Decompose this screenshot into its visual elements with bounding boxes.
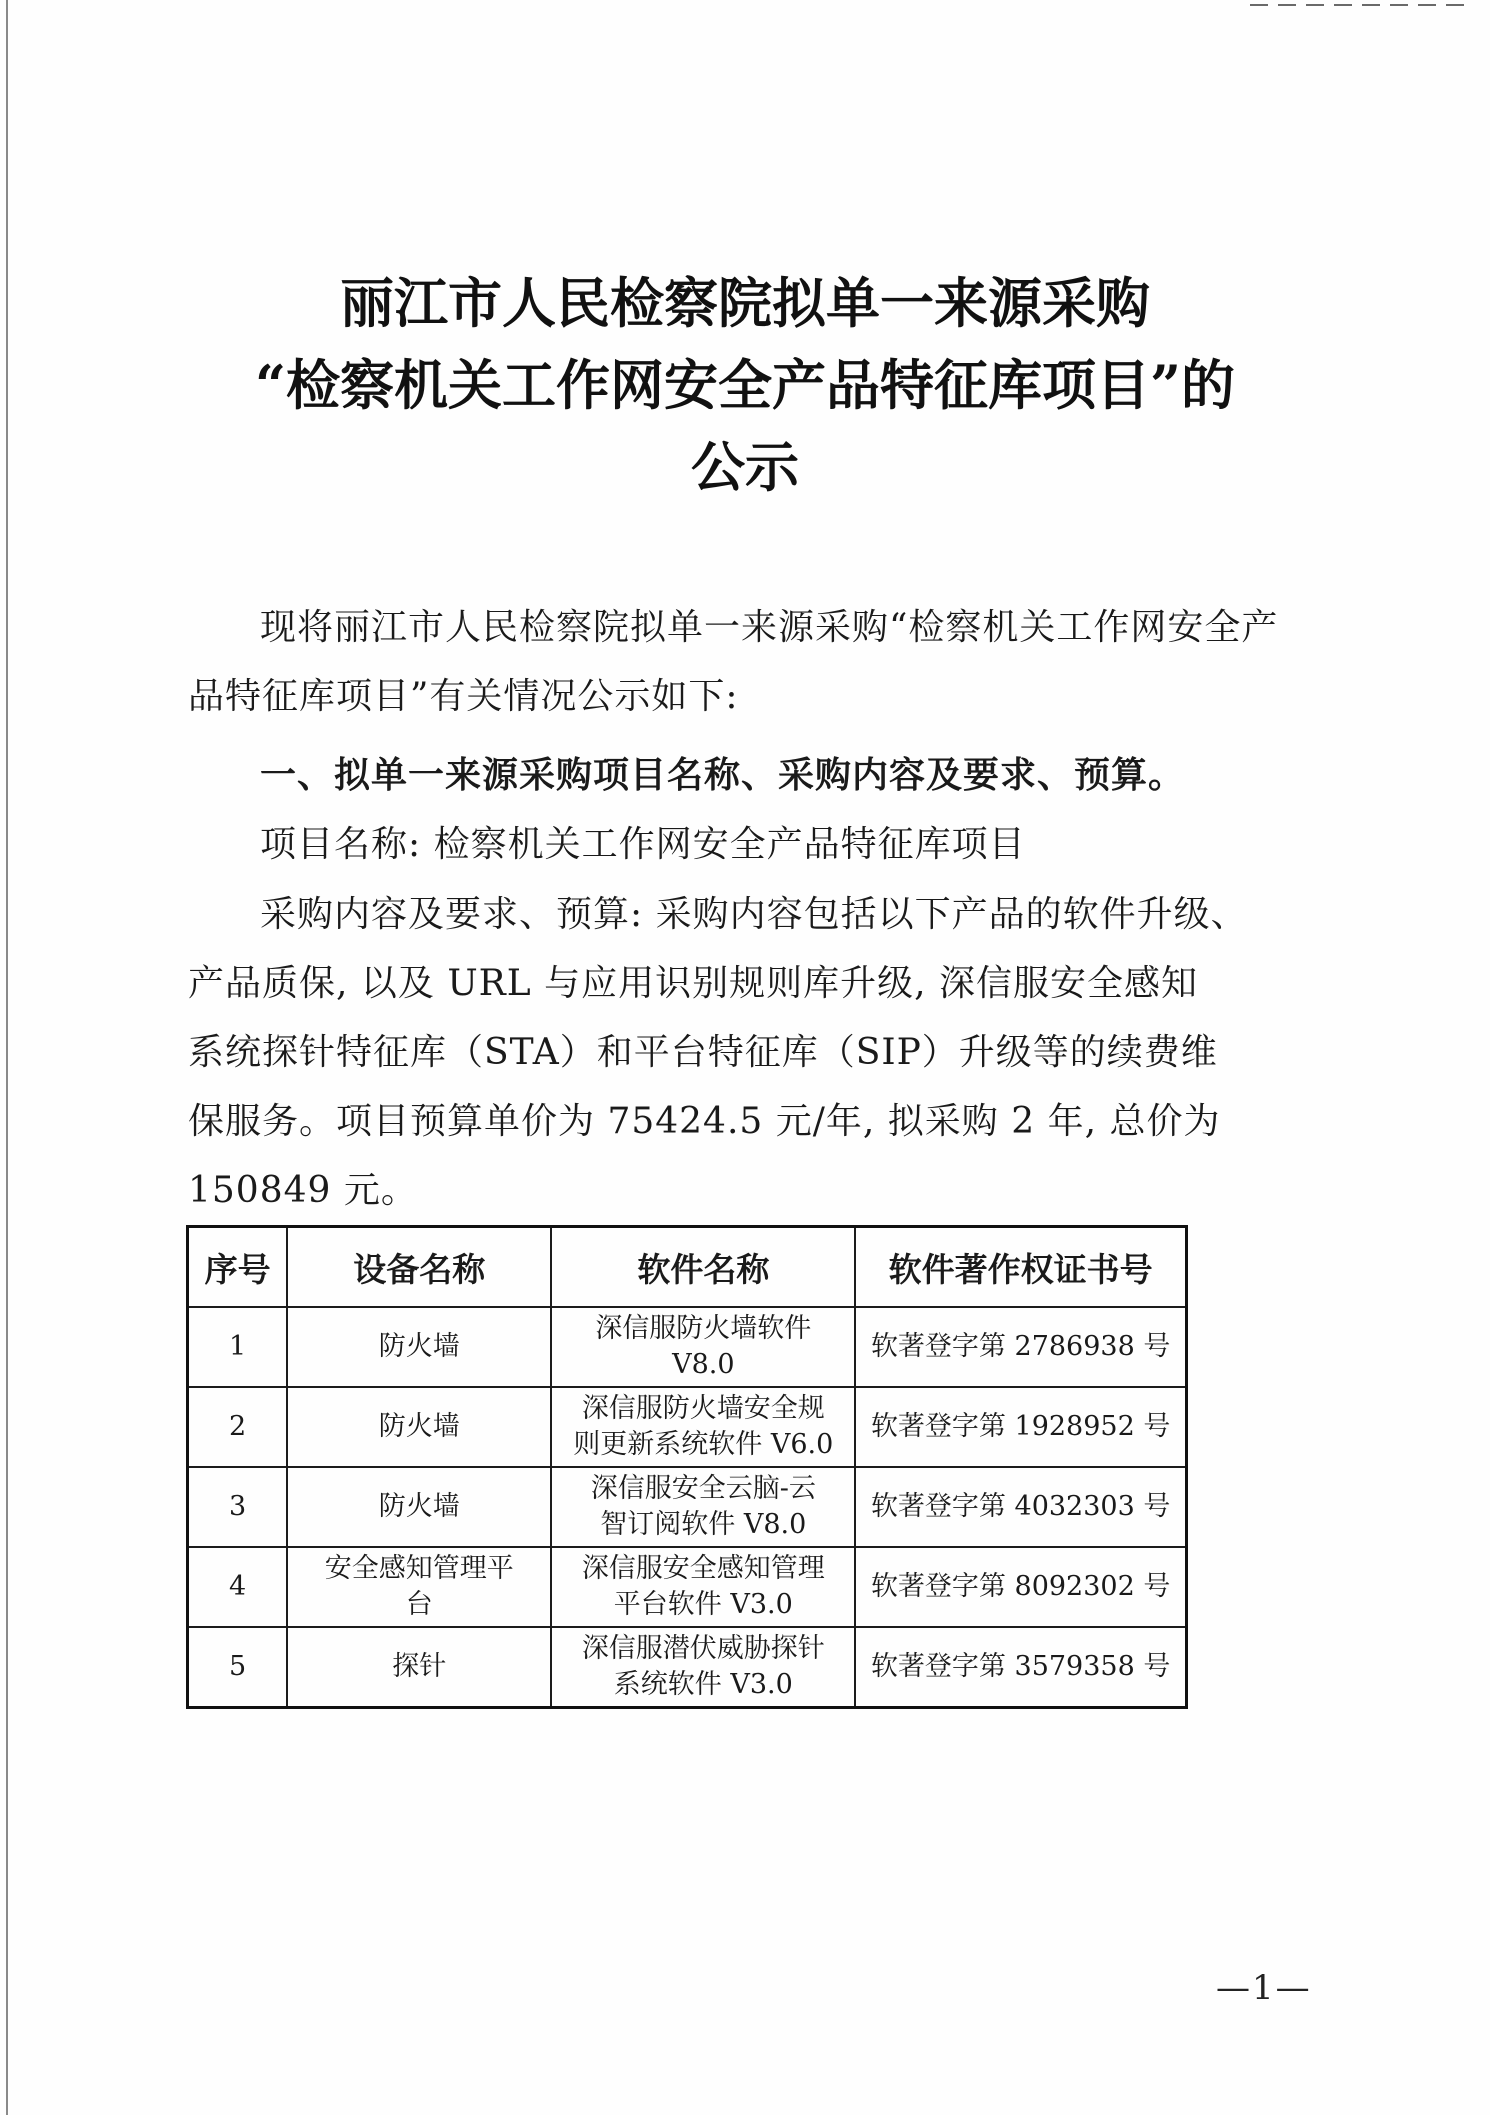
cell-device [287,1387,551,1467]
table-row [188,1307,1187,1387]
cell-no: 5 [188,1627,288,1708]
cell-no: 3 [188,1467,288,1547]
software-line: 深信服防火墙软件 [595,1313,812,1344]
cell-no: 2 [188,1387,288,1467]
cell-device [287,1307,551,1387]
header-device: 设备名称 [287,1227,551,1308]
intro-line-1: 现将丽江市人民检察院拟单一来源采购“检察机关工作网安全产 [260,607,1279,648]
software-table [186,1225,1188,1709]
cell-software [551,1627,855,1708]
cell-device [287,1467,551,1547]
device-line: 探针 [392,1651,447,1682]
cell-software [551,1307,855,1387]
cell-device [287,1627,551,1708]
software-line: V8.0 [672,1349,735,1380]
device-line: 安全感知管理平 [324,1553,514,1584]
title-line-3: 公示 [691,435,799,499]
cell-software [551,1467,855,1547]
cell-cert: 软著登字第 1928952 号 [855,1387,1186,1467]
scan-mark [1250,4,1470,6]
header-no: 序号 [188,1227,288,1308]
content-paragraph [188,880,1298,1225]
cell-software [551,1547,855,1627]
software-line: 智订阅软件 V8.0 [600,1509,807,1540]
software-line: 深信服防火墙安全规 [581,1393,825,1424]
content-line-4: 保服务。项目预算单价为 75424.5 元/年, 拟采购 2 年, 总价为 [188,1101,1221,1142]
page-number: —1— [1216,1968,1312,2008]
content-line-5: 150849 元。 [188,1170,418,1211]
intro-line-2: 品特征库项目”有关情况公示如下: [188,676,739,717]
table-row [188,1547,1187,1627]
project-name-paragraph [188,810,1298,879]
project-name-line: 项目名称: 检察机关工作网安全产品特征库项目 [260,824,1026,865]
table-row [188,1627,1187,1708]
intro-paragraph [188,593,1298,731]
content-line-1: 采购内容及要求、预算: 采购内容包括以下产品的软件升级、 [260,894,1248,935]
content-line-2: 产品质保, 以及 URL 与应用识别规则库升级, 深信服安全感知 [188,963,1199,1004]
software-line: 深信服潜伏威胁探针 [581,1633,825,1664]
section1-heading: 一、拟单一来源采购项目名称、采购内容及要求、预算。 [260,755,1186,796]
document-title [0,262,1490,508]
cell-cert: 软著登字第 2786938 号 [855,1307,1186,1387]
software-line: 系统软件 V3.0 [613,1669,793,1700]
device-line: 防火墙 [378,1491,460,1522]
header-software: 软件名称 [551,1227,855,1308]
cell-device [287,1547,551,1627]
cell-software [551,1387,855,1467]
cell-cert: 软著登字第 4032303 号 [855,1467,1186,1547]
device-line: 台 [405,1589,433,1620]
cell-cert: 软著登字第 3579358 号 [855,1627,1186,1708]
title-line-1: 丽江市人民检察院拟单一来源采购 [340,271,1150,335]
section-heading [188,741,1298,810]
header-cert: 软件著作权证书号 [855,1227,1186,1308]
content-line-3: 系统探针特征库（STA）和平台特征库（SIP）升级等的续费维 [188,1032,1218,1073]
device-line: 防火墙 [378,1331,460,1362]
software-line: 则更新系统软件 V6.0 [573,1429,834,1460]
software-line: 深信服安全云脑-云 [590,1473,816,1504]
table-row [188,1467,1187,1547]
software-line: 深信服安全感知管理 [581,1553,825,1584]
cell-no: 1 [188,1307,288,1387]
software-line: 平台软件 V3.0 [613,1589,793,1620]
table-row [188,1387,1187,1467]
title-line-2: “检察机关工作网安全产品特征库项目”的 [254,353,1236,417]
cell-cert: 软著登字第 8092302 号 [855,1547,1186,1627]
device-line: 防火墙 [378,1411,460,1442]
cell-no: 4 [188,1547,288,1627]
table-header-row [188,1227,1187,1308]
